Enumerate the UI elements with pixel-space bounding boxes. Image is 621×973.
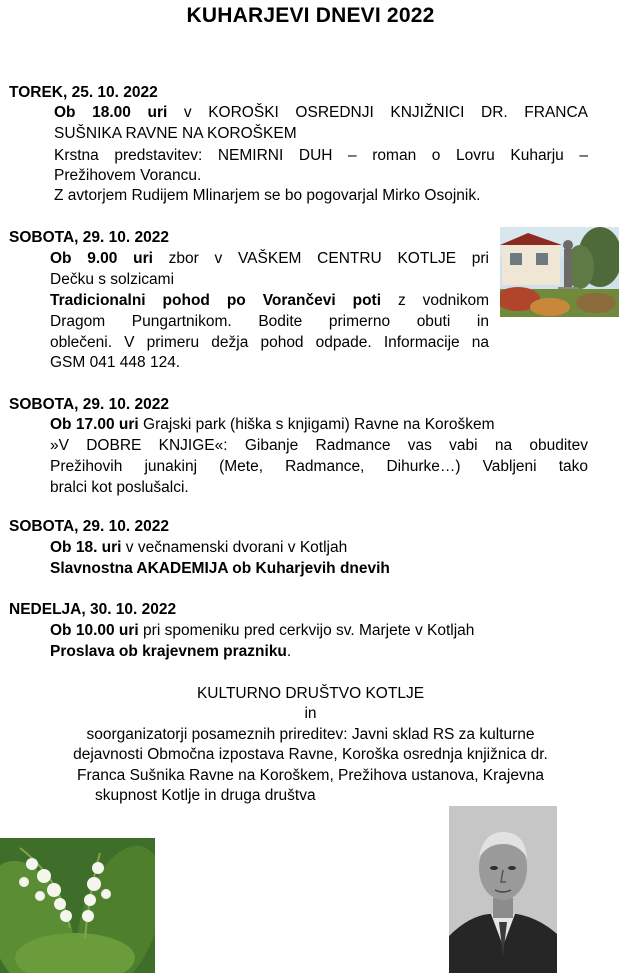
- event-2-line-2: Dečku s solzicami: [50, 271, 175, 288]
- portrait-image: [449, 806, 557, 973]
- event-3-time: Ob 17.00 uri: [50, 416, 139, 433]
- page-title: KUHARJEVI DNEVI 2022: [186, 4, 435, 27]
- event-3-line-2: »V DOBRE KNJIGE«: Gibanje Radmance vas vabi na obuditev: [50, 437, 588, 454]
- event-2-line-4: Dragom Pungartnikom. Bodite primerno obuti in: [50, 313, 489, 330]
- event-2-location: zbor v VAŠKEM CENTRU KOTLJE pri: [152, 250, 489, 267]
- event-1-location: v KOROŠKI OSREDNJI KNJIŽNICI DR. FRANCA: [167, 104, 589, 121]
- event-3-line-1: [50, 415, 588, 436]
- co-organizers-line-4: skupnost Kotlje in druga društva: [95, 787, 316, 804]
- event-3-line-4: bralci kot poslušalci.: [50, 479, 189, 496]
- event-1-line-4: Prežihovem Vorancu.: [54, 167, 202, 184]
- event-5-line-2: [50, 642, 588, 663]
- event-2-line-1: [50, 249, 489, 270]
- organizer-conjunction: in: [304, 705, 317, 722]
- organizer: KULTURNO DRUŠTVO KOTLJE: [196, 685, 425, 702]
- lily-of-the-valley-image: [0, 838, 155, 973]
- event-2-line-5: oblečeni. V primeru dežja pohod odpade. Informacije na: [50, 334, 489, 351]
- event-4-date: SOBOTA, 29. 10. 2022: [9, 518, 169, 535]
- event-5-location: pri spomeniku pred cerkvijo sv. Marjete v Kotljah: [138, 622, 475, 639]
- event-3-date: SOBOTA, 29. 10. 2022: [9, 396, 169, 413]
- event-2-date: SOBOTA, 29. 10. 2022: [9, 229, 169, 246]
- event-3-location: Grajski park (hiška s knjigami) Ravne na Koroškem: [138, 416, 495, 433]
- event-1-line-3: Krstna predstavitev: NEMIRNI DUH – roman o Lovru Kuharju –: [54, 147, 588, 164]
- event-5-line-1: [50, 621, 588, 642]
- event-2-guide: z vodnikom: [381, 292, 489, 309]
- co-organizers-line-3: Franca Sušnika Ravne na Koroškem, Prežihova ustanova, Krajevna: [77, 767, 544, 784]
- event-5-time: Ob 10.00 uri: [50, 622, 139, 639]
- event-4-location: v večnamenski dvorani v Kotljah: [121, 539, 348, 556]
- co-organizers-line-2: dejavnosti Območna izpostava Ravne, Koroška osrednja knjižnica dr.: [73, 746, 548, 763]
- event-4-time: Ob 18. uri: [50, 539, 122, 556]
- lily-of-the-valley-photo: [0, 838, 155, 973]
- event-2-time: Ob 9.00 uri: [50, 250, 153, 267]
- portrait-photo: [449, 806, 557, 973]
- co-organizers-line-1: soorganizatorji posameznih prireditev: Javni sklad RS za kulturne: [86, 726, 535, 743]
- event-5-celebration: Proslava ob krajevnem prazniku: [50, 643, 287, 660]
- statue-photo: [500, 227, 619, 317]
- event-4-line-2: Slavnostna AKADEMIJA ob Kuharjevih dnevih: [50, 560, 390, 577]
- event-1-time: Ob 18.00 uri: [54, 104, 168, 121]
- event-5-period: .: [286, 643, 292, 660]
- statue-photo-image: [500, 227, 619, 317]
- event-1-line-2: SUŠNIKA RAVNE NA KOROŠKEM: [54, 125, 297, 142]
- event-2-line-6: GSM 041 448 124.: [50, 354, 181, 371]
- event-4-line-1: [50, 538, 588, 559]
- event-3-line-3: Prežihovih junakinj (Mete, Radmance, Dihurke…) Vabljeni tako: [50, 458, 588, 475]
- event-1-line-5: Z avtorjem Rudijem Mlinarjem se bo pogovarjal Mirko Osojnik.: [54, 187, 481, 204]
- event-1-line-1: [54, 103, 588, 124]
- event-5-date: NEDELJA, 30. 10. 2022: [9, 601, 177, 618]
- event-1-date: TOREK, 25. 10. 2022: [9, 84, 158, 101]
- event-2-highlight: Tradicionalni pohod po Vorančevi poti: [50, 292, 382, 309]
- event-2-line-3: [50, 291, 489, 312]
